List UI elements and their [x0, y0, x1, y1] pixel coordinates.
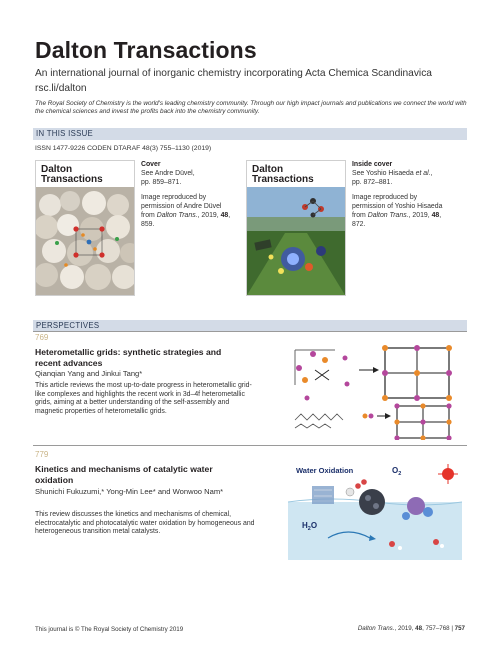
water-oxidation-figure	[288, 460, 462, 560]
perspectives-heading: PERSPECTIVES	[36, 321, 100, 330]
article-title[interactable]: Heterometallic grids: synthetic strategies and recent advances	[35, 347, 222, 368]
footer-volume: 48	[415, 625, 423, 632]
cover-front-credit-1: Image reproduced by	[141, 194, 207, 201]
issn-line: ISSN 1477-9226 CODEN DTARAF 48(3) 755–1130 (2019)	[35, 145, 212, 152]
cover-inside-credit-1: Image reproduced by	[352, 194, 418, 201]
rsc-blurb: The Royal Society of Chemistry is the world's leading chemistry community. Through our high impact journals and publications we connect the world with the chemical sciences and invest the profits back into the chemistry community.	[35, 100, 467, 116]
cover-spheres-illustration	[36, 161, 134, 295]
journal-subtitle: An international journal of inorganic chemistry incorporating Acta Chemica Scandinavica	[35, 68, 432, 79]
article-title[interactable]: Kinetics and mechanisms of catalytic water oxidation	[35, 464, 213, 485]
in-this-issue-band	[33, 128, 467, 140]
footer-year: , 2019,	[394, 625, 414, 632]
cover-inside-credit-vol: 48	[431, 212, 440, 219]
cover-front-caption	[141, 160, 231, 229]
article-divider	[33, 331, 467, 332]
cover-inside-caption: Inside cover See Yoshio Hisaeda et al., pp. 872–881. Image reproduced by permission of Yoshio Hisaeda from Dalton Trans., 2019, 48, 872.	[352, 161, 443, 228]
in-this-issue-heading: IN THIS ISSUE	[36, 129, 94, 138]
figure-h2o-sub: 2	[307, 526, 311, 532]
cover-inside-label: Inside cover	[352, 161, 393, 168]
article-description: This review discusses the kinetics and mechanisms of chemical, electrocatalytic and photocatalytic water oxidation by homogeneous and heterogeneous transition metal catalysts.	[35, 511, 255, 536]
footer-separator: |	[451, 625, 453, 632]
article-description: This article reviews the most up-to-date progress in heterometallic grid-like complexes and highlights the recent work in 3d–4f heterometallic grids, aiming at a better understanding of the self-assembly and magnetic properties of heterometallic grids.	[35, 382, 252, 415]
cover-image-inside[interactable]	[246, 160, 346, 296]
cover-front-pages[interactable]: pp. 859–871.	[141, 179, 182, 186]
figure-o2-sub: 2	[398, 471, 402, 477]
cover-inside-pages[interactable]: pp. 872–881.	[352, 179, 393, 186]
cover-inside-credit-2: permission of Yoshio Hisaeda	[352, 203, 443, 210]
cover-front-see: See Andre Düvel,	[141, 170, 195, 177]
article-page-number[interactable]: 779	[35, 450, 49, 459]
journal-url[interactable]: rsc.li/dalton	[35, 83, 87, 94]
cover-inside-credit-page: 872.	[352, 221, 366, 228]
cover-front-credit-4: , 2019,	[197, 212, 219, 219]
cover-front-credit-5: ,	[228, 212, 231, 219]
cover-front-credit-2: permission of Andre Düvel	[141, 203, 222, 210]
figure-o2-letter: O	[392, 466, 399, 475]
heterometallic-grid-figure	[285, 340, 465, 440]
cover-inside-credit-4: , 2019,	[408, 212, 430, 219]
cover-inside-credit-3: from	[352, 212, 366, 219]
cover-journal-title: Dalton Transactions	[41, 164, 103, 185]
figure-h2o-letter: H	[302, 521, 308, 530]
cover-journal-title: Dalton Transactions	[252, 164, 314, 185]
cover-image-front[interactable]	[35, 160, 135, 296]
footer-page-number: 757	[454, 625, 465, 632]
footer-pages: , 757–768	[422, 625, 450, 632]
cover-front-label: Cover	[141, 161, 161, 168]
cover-front-credit-page: 859.	[141, 221, 155, 228]
article-authors: Shunichi Fukuzumi,* Yong-Min Lee* and Wonwoo Nam*	[35, 487, 224, 496]
footer-copyright: This journal is © The Royal Society of Chemistry 2019	[35, 626, 184, 633]
article-divider	[33, 445, 467, 446]
figure-water-oxidation-label: Water Oxidation	[296, 466, 354, 475]
cover-field-illustration	[247, 161, 345, 295]
cover-front-credit-vol: 48	[220, 212, 229, 219]
cover-inside-credit-journal: Dalton Trans.	[367, 212, 409, 219]
footer-citation	[320, 625, 465, 632]
article-authors: Qianqian Yang and Jinkui Tang*	[35, 369, 143, 378]
cover-front-credit-3: from	[141, 212, 155, 219]
journal-title: Dalton Transactions	[35, 37, 257, 63]
cover-front-credit-journal: Dalton Trans.	[156, 212, 198, 219]
cover-inside-see-etal: et al.	[415, 170, 431, 177]
figure-h2o-end: O	[310, 521, 318, 530]
cover-inside-see: See Yoshio Hisaeda	[352, 170, 414, 177]
article-page-number[interactable]: 769	[35, 333, 49, 342]
footer-journal: Dalton Trans.	[357, 625, 395, 632]
cover-inside-credit-5: ,	[439, 212, 442, 219]
